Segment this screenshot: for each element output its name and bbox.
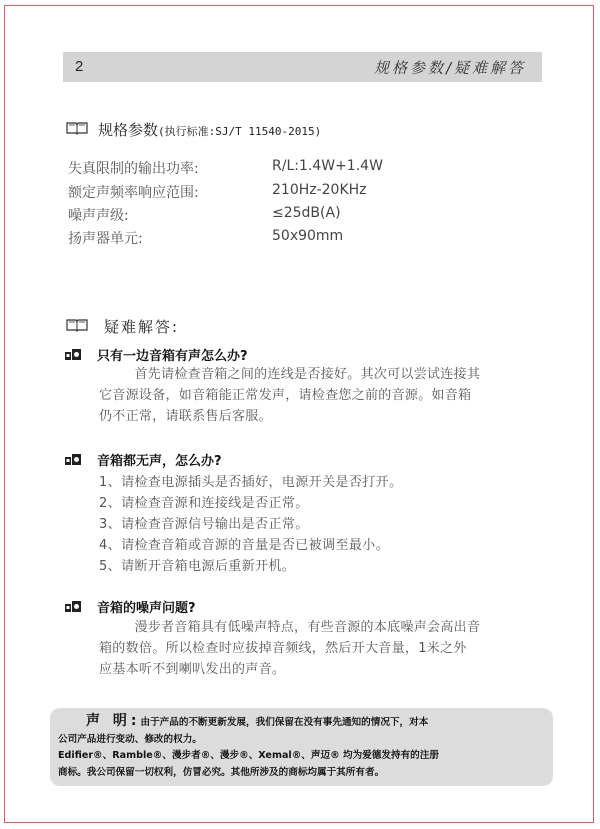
book-icon (66, 121, 88, 135)
q3-line: 应基本听不到喇叭发出的声音。 (99, 662, 286, 677)
notice-box (50, 708, 553, 786)
q2-item: 4、请检查音箱或音源的音量是否已被调至最小。 (99, 538, 390, 553)
specs-standard: (执行标准:SJ/T 11540-2015) (158, 125, 322, 138)
q3-answer (99, 617, 539, 680)
notice-line3: Edifier®、Ramble®、漫步者®、漫步®、Xemal®、声迈® 均为爱德发持有的注册 (58, 750, 439, 761)
troubleshooting-heading: 疑难解答: (104, 318, 180, 336)
q1-title: 只有一边音箱有声怎么办? (97, 349, 248, 364)
speaker-icon (64, 452, 82, 466)
page-number: 2 (75, 58, 84, 75)
q1-line: 它音源设备，如音箱能正常发声，请检查您之前的音源。如音箱 (99, 388, 472, 403)
q1-answer (99, 364, 539, 427)
spec-label-power: 失真限制的输出功率: (68, 161, 199, 177)
q3-line: 箱的数倍。所以检查时应拔掉音频线，然后开大音量，1米之外 (99, 641, 467, 656)
notice-line (58, 713, 548, 732)
spec-value-speaker: 50x90mm (272, 228, 344, 244)
specs-heading (98, 119, 321, 140)
q2-item: 5、请断开音箱电源后重新开机。 (99, 559, 296, 574)
q2-item: 1、请检查电源插头是否插好，电源开关是否打开。 (99, 475, 403, 490)
notice-line1: 由于产品的不断更新发展，我们保留在没有事先通知的情况下，对本 (140, 717, 429, 728)
q2-item: 3、请检查音源信号输出是否正常。 (99, 517, 309, 532)
spec-label-frequency: 额定声频率响应范围: (68, 185, 199, 201)
spec-value-power: R/L:1.4W+1.4W (272, 158, 383, 174)
notice-line2: 公司产品进行变动、修改的权力。 (58, 733, 202, 745)
specs-heading-text: 规格参数 (98, 121, 159, 139)
spec-value-noise: ≤25dB(A) (272, 205, 341, 221)
notice-text (58, 713, 548, 781)
q2-title: 音箱都无声，怎么办? (97, 454, 222, 469)
q1-line: 仍不正常，请联系售后客服。 (99, 409, 272, 424)
q3-title: 音箱的噪声问题? (97, 601, 196, 616)
q1-line: 首先请检查音箱之间的连线是否接好。其次可以尝试连接其 (99, 367, 481, 382)
speaker-icon (64, 599, 82, 613)
q2-item: 2、请检查音源和连接线是否正常。 (99, 496, 309, 511)
speaker-icon (64, 347, 82, 361)
book-icon (66, 318, 88, 332)
q3-line: 漫步者音箱具有低噪声特点，有些音源的本底噪声会高出音 (99, 620, 481, 635)
notice-title: 声 明: (86, 713, 141, 729)
header-title: 规格参数/疑难解答 (373, 59, 526, 77)
spec-label-noise: 噪声声级: (68, 208, 129, 224)
spec-value-frequency: 210Hz-20KHz (272, 182, 367, 198)
notice-line4: 商标。我公司保留一切权利，仿冒必究。其他所涉及的商标均属于其所有者。 (58, 766, 385, 778)
header-bar (63, 52, 542, 82)
spec-label-speaker: 扬声器单元: (68, 231, 143, 247)
